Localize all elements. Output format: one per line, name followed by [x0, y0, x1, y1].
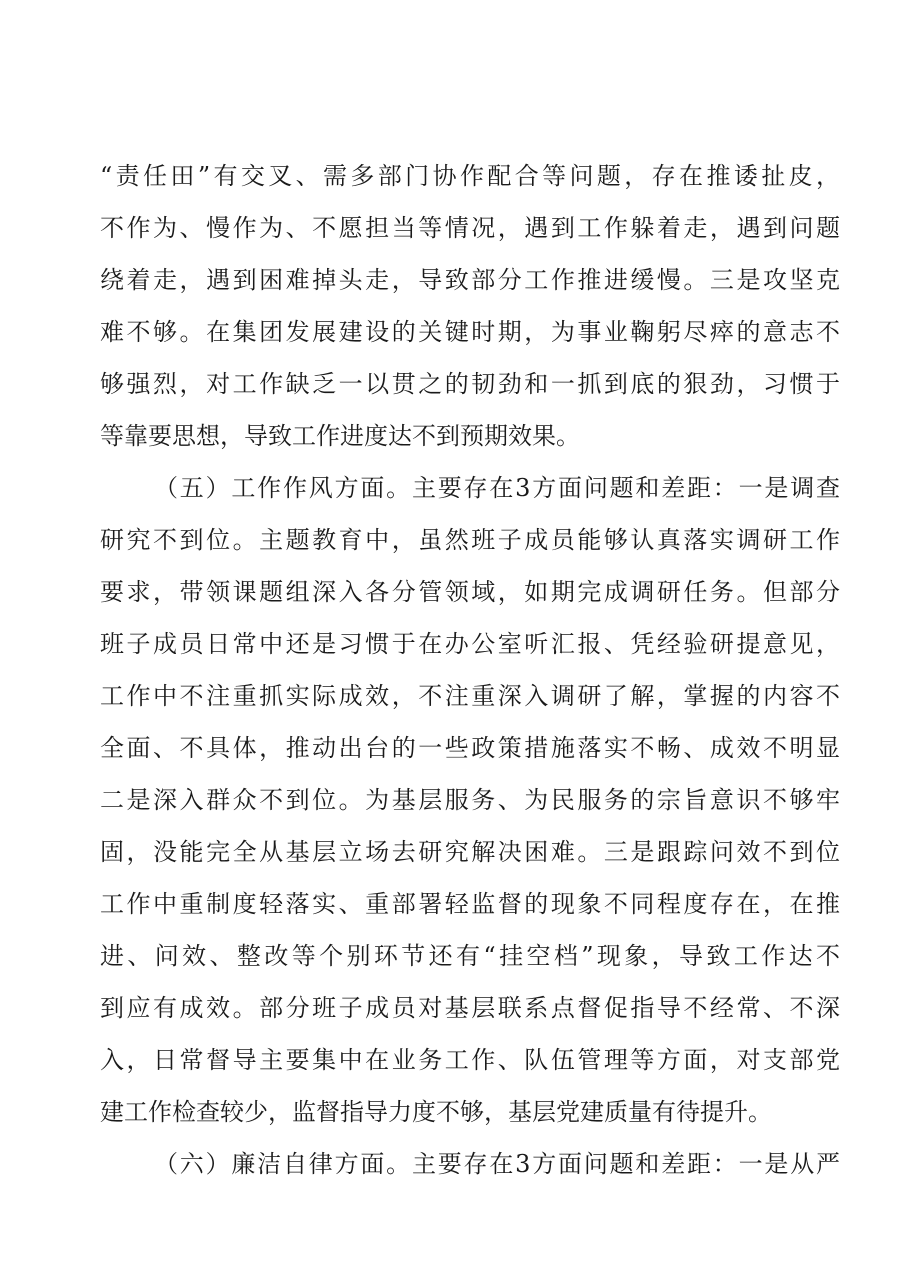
text-line: 固，没能完全从基层立场去研究解决困难。三是跟踪问效不到位: [100, 838, 840, 866]
text-line: 等靠要思想，导致工作进度达不到预期效果。: [100, 422, 580, 450]
text-line: 二是深入群众不到位。为基层服务、为民服务的宗旨意识不够牢: [100, 786, 840, 814]
section-five-heading-line: （五）工作作风方面。主要存在3方面问题和差距：一是调查: [154, 474, 840, 502]
text-line: 要求，带领课题组深入各分管领域，如期完成调研任务。但部分: [100, 578, 840, 606]
body-text: [100, 150, 840, 1190]
text-line: 绕着走，遇到困难掉头走，导致部分工作推进缓慢。三是攻坚克: [100, 266, 840, 294]
text-line: 班子成员日常中还是习惯于在办公室听汇报、凭经验研提意见，: [100, 630, 840, 658]
text-line: 进、问效、整改等个别环节还有“挂空档”现象，导致工作达不: [100, 942, 840, 970]
text-line: 到应有成效。部分班子成员对基层联系点督促指导不经常、不深: [100, 994, 840, 1022]
text-line: “责任田”有交叉、需多部门协作配合等问题，存在推诿扯皮，: [100, 162, 840, 190]
text-line: 入，日常督导主要集中在业务工作、队伍管理等方面，对支部党: [100, 1046, 840, 1074]
text-line: 工作中重制度轻落实、重部署轻监督的现象不同程度存在，在推: [100, 890, 840, 918]
text-line: 难不够。在集团发展建设的关键时期，为事业鞠躬尽瘁的意志不: [100, 318, 840, 346]
text-line: 全面、不具体，推动出台的一些政策措施落实不畅、成效不明显: [100, 734, 840, 762]
text-line: 不作为、慢作为、不愿担当等情况，遇到工作躲着走，遇到问题: [100, 214, 840, 242]
text-line: 研究不到位。主题教育中，虽然班子成员能够认真落实调研工作: [100, 526, 840, 554]
section-six-heading-line: （六）廉洁自律方面。主要存在3方面问题和差距：一是从严: [154, 1150, 840, 1178]
text-line: 工作中不注重抓实际成效，不注重深入调研了解，掌握的内容不: [100, 682, 840, 710]
text-line: 够强烈，对工作缺乏一以贯之的韧劲和一抓到底的狠劲，习惯于: [100, 370, 840, 398]
text-line: 建工作检查较少，监督指导力度不够，基层党建质量有待提升。: [100, 1098, 772, 1126]
